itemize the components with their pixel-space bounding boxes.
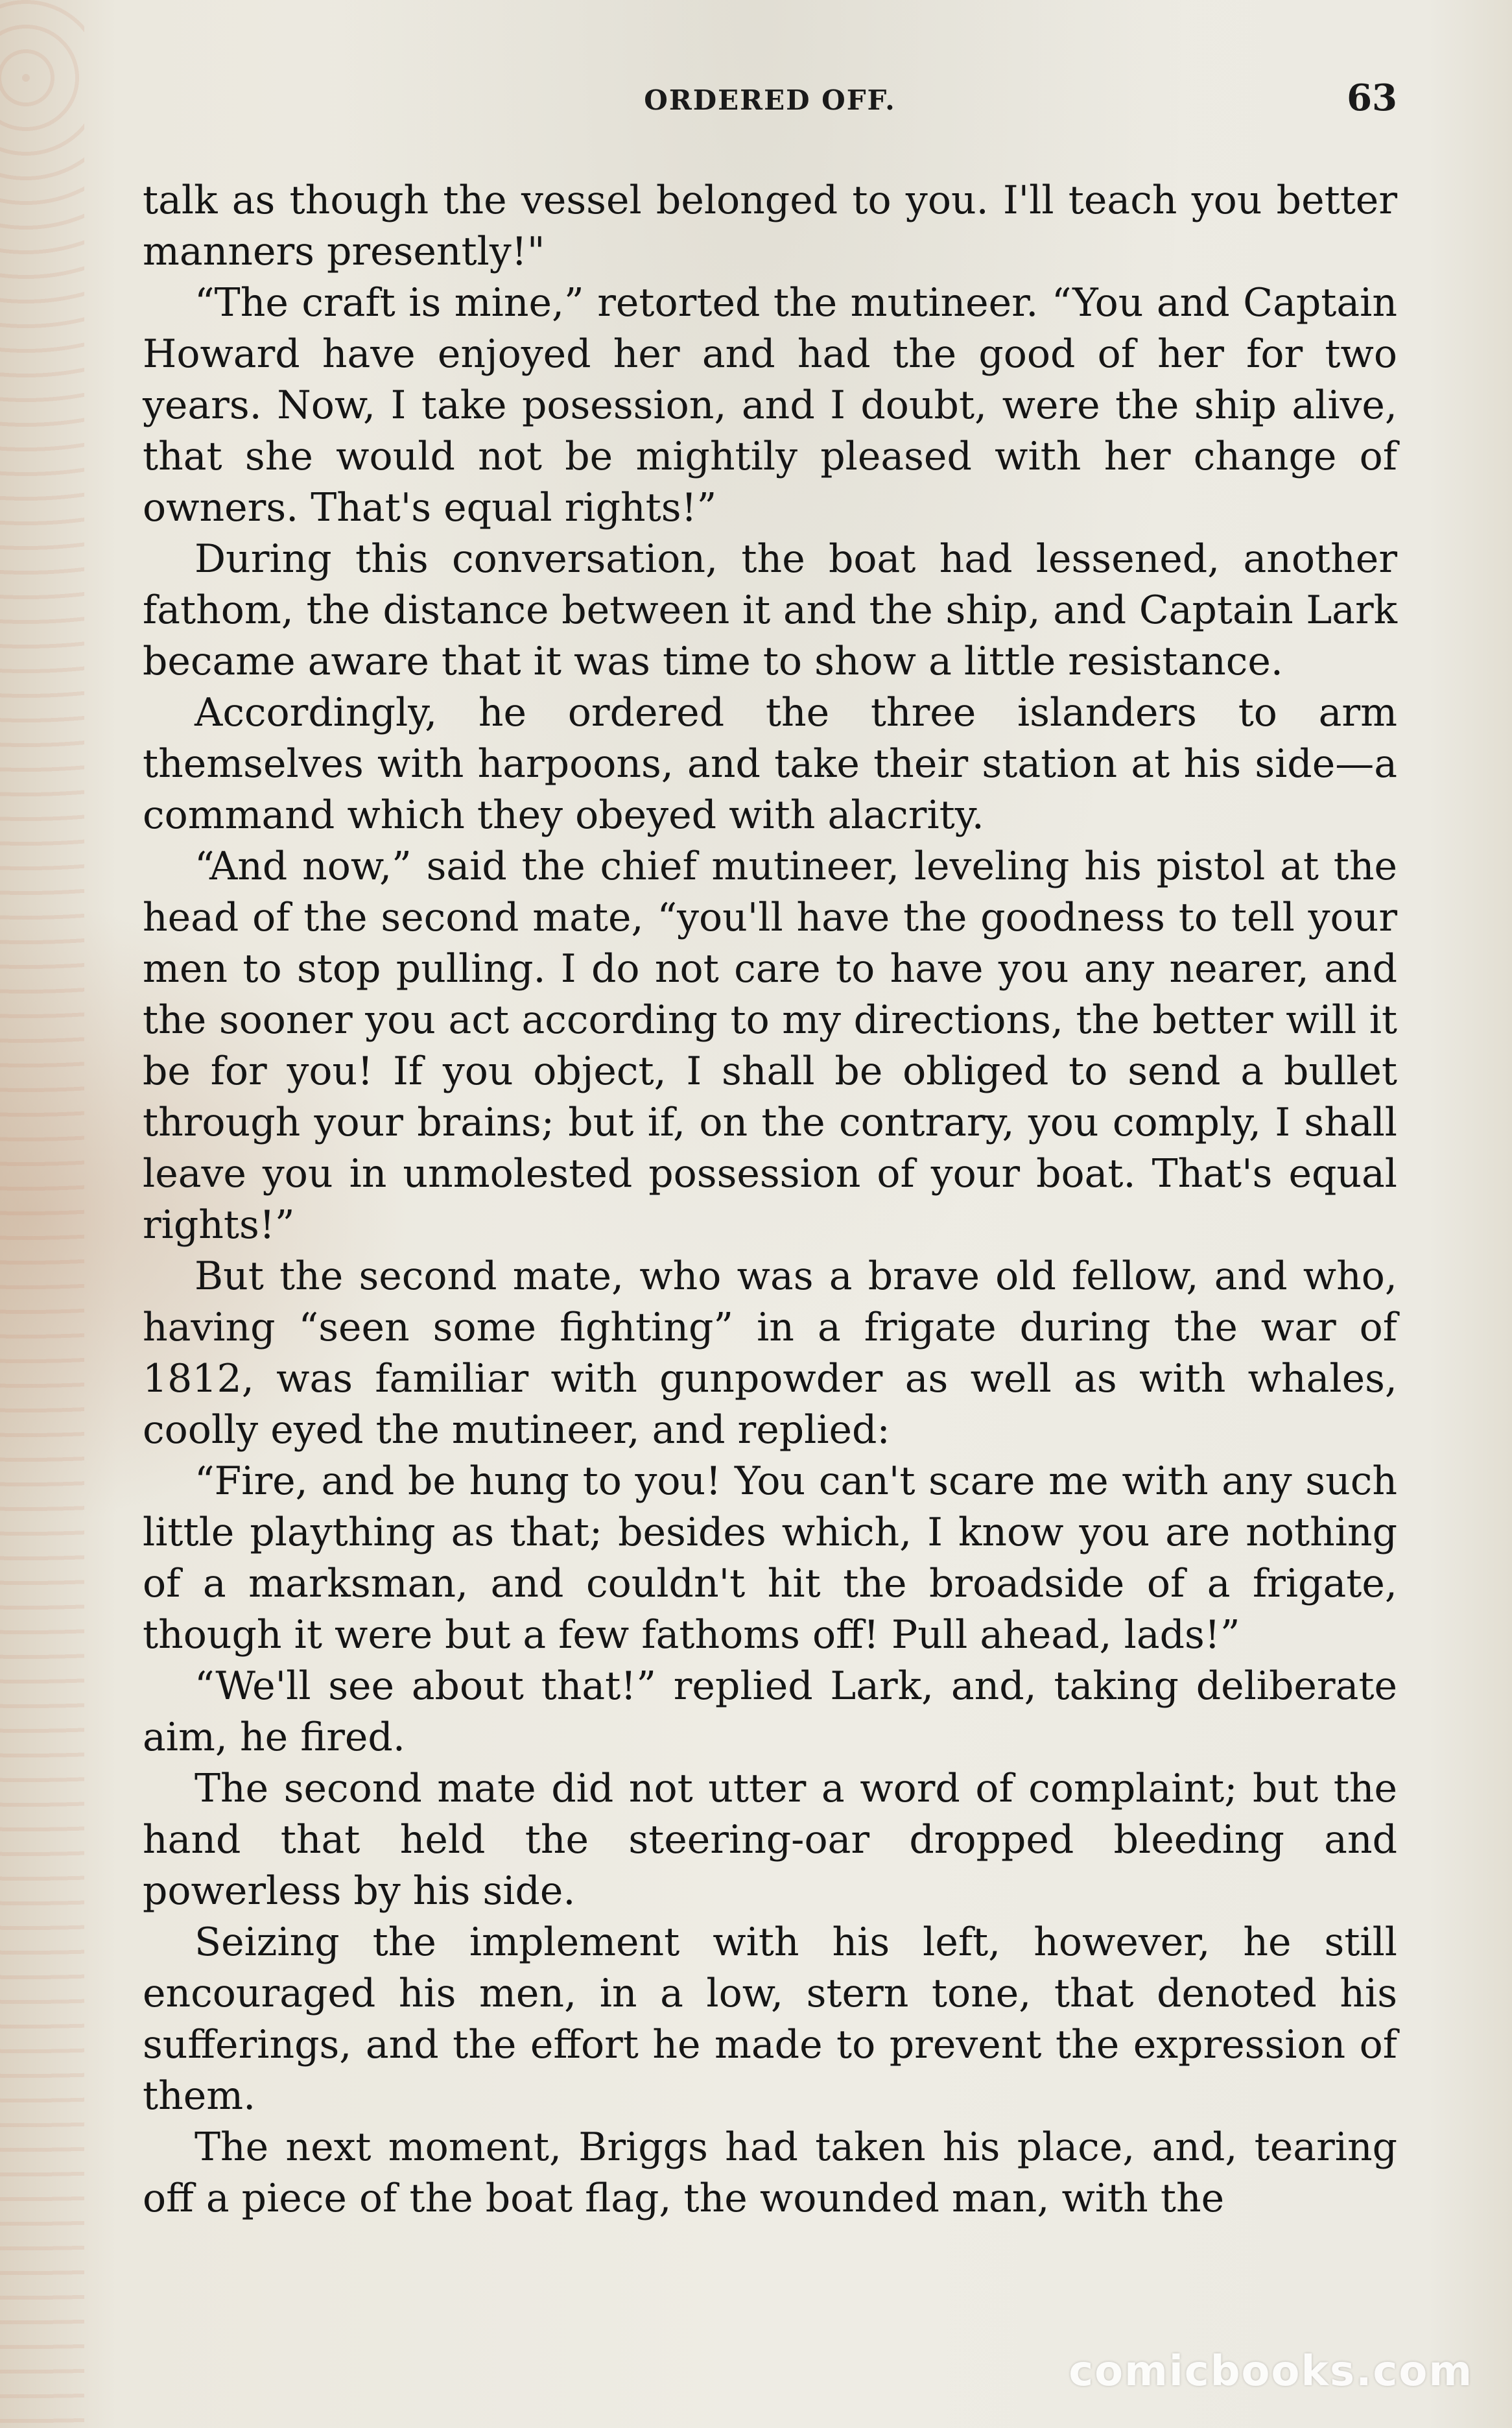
body-text bbox=[143, 175, 1397, 2224]
paragraph: “Fire, and be hung to you! You can't scare me with any such little plaything as that; besides which, I know you are nothing of a marksman, and couldn't hit the broadside of a frigate, though it were but a few fathoms off! Pull ahead, lads!” bbox=[143, 1458, 1397, 1658]
paragraph: The second mate did not utter a word of complaint; but the hand that held the steering-oar dropped bleeding and powerless by his side. bbox=[143, 1766, 1397, 1914]
paragraph: Seizing the implement with his left, however, he still encouraged his men, in a low, stern tone, that denoted his sufferings, and the effort he made to prevent the expression of them. bbox=[143, 1920, 1397, 2119]
paragraph: “We'll see about that!” replied Lark, and, taking deliberate aim, he fired. bbox=[143, 1663, 1397, 1760]
paragraph: Accordingly, he ordered the three islanders to arm themselves with harpoons, and take their station at his side—a command which they obeyed with alacrity. bbox=[143, 690, 1397, 838]
paragraph: The next moment, Briggs had taken his place, and, tearing off a piece of the boat flag, the wounded man, with the bbox=[143, 2124, 1397, 2221]
paragraph: talk as though the vessel belonged to you. I'll teach you better manners presently!" bbox=[143, 178, 1397, 274]
running-head: ORDERED OFF. bbox=[644, 84, 896, 116]
page-header bbox=[143, 77, 1397, 128]
paragraph: “The craft is mine,” retorted the mutineer. “You and Captain Howard have enjoyed her and had the good of her for two years. Now, I take posession, and I doubt, were the ship alive, that she would not be mightily pleased with her change of owners. That's equal rights!” bbox=[143, 280, 1397, 530]
paragraph: During this conversation, the boat had lessened, another fathom, the distance between it and the ship, and Captain Lark became aware that it was time to show a little resistance. bbox=[143, 536, 1397, 684]
page-number: 63 bbox=[1347, 77, 1397, 119]
watermark-logo: comicbooks.com bbox=[1069, 2348, 1473, 2396]
paragraph: “And now,” said the chief mutineer, leveling his pistol at the head of the second mate, “you'll have the goodness to tell your men to stop pulling. I do not care to have you any nearer, and the sooner you act according to my directions, the better will it be for you! If you object, I shall be obliged to send a bullet through your brains; but if, on the contrary, you comply, I shall leave you in unmolested possession of your boat. That's equal rights!” bbox=[143, 844, 1397, 1248]
paragraph: But the second mate, who was a brave old fellow, and who, having “seen some fighting” in a frigate during the war of 1812, was familiar with gunpowder as well as with whales, coolly eyed the mutineer, and replied: bbox=[143, 1254, 1397, 1453]
page-edge-stain bbox=[0, 0, 84, 2428]
